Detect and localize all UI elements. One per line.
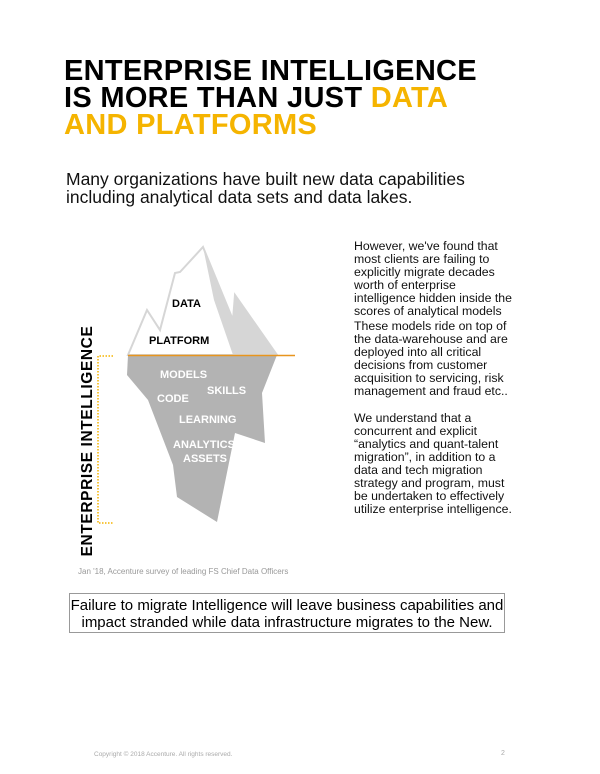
text-line: concurrent and explicit — [354, 424, 478, 438]
label-assets: ASSETS — [183, 453, 228, 465]
text-line: We understand that a — [354, 411, 472, 425]
callout-line: impact stranded while data infrastructure migrates to the New. — [81, 614, 493, 631]
label-data: DATA — [172, 298, 201, 310]
text-line: intelligence hidden inside the — [354, 291, 512, 305]
title-line-1: ENTERPRISE INTELLIGENCE — [64, 55, 477, 87]
body-paragraph-2 — [354, 320, 524, 398]
intro-line: including analytical data sets and data lakes. — [66, 187, 413, 207]
title-line-2-black: IS MORE THAN JUST — [64, 82, 371, 114]
label-platform: PLATFORM — [149, 335, 210, 347]
text-line: worth of enterprise — [354, 278, 456, 292]
text-line: decisions from customer — [354, 358, 488, 372]
text-line: the data-warehouse and are — [354, 332, 508, 346]
text-line: migration”, in addition to a — [354, 450, 496, 464]
copyright: Copyright © 2018 Accenture. All rights reserved. — [94, 751, 233, 758]
label-analytics: ANALYTICS — [173, 439, 235, 451]
label-code: CODE — [157, 393, 189, 405]
text-line: scores of analytical models — [354, 304, 502, 318]
text-line: However, we've found that — [354, 239, 498, 253]
bracket-label: ENTERPRISE INTELLIGENCE — [79, 325, 96, 557]
source-note: Jan '18, Accenture survey of leading FS Chief Data Officers — [78, 567, 289, 576]
text-line: strategy and program, must — [354, 476, 505, 490]
text-line: management and fraud etc.. — [354, 384, 508, 398]
callout-line: Failure to migrate Intelligence will leave business capabilities and — [70, 597, 504, 614]
text-line: explicitly migrate decades — [354, 265, 495, 279]
text-line: be undertaken to effectively — [354, 489, 505, 503]
text-line: deployed into all critical — [354, 345, 482, 359]
body-paragraph-3 — [354, 412, 524, 516]
title-line-3: AND PLATFORMS — [64, 109, 318, 141]
intro-line: Many organizations have built new data capabilities — [66, 169, 465, 189]
label-skills: SKILLS — [207, 385, 247, 397]
label-models: MODELS — [160, 369, 208, 381]
text-line: “analytics and quant-talent — [354, 437, 499, 451]
body-paragraph-1 — [354, 240, 524, 318]
page-number: 2 — [501, 750, 505, 757]
text-line: data and tech migration — [354, 463, 483, 477]
title-line-2-accent: DATA — [370, 82, 449, 114]
text-line: most clients are failing to — [354, 252, 490, 266]
callout-box — [69, 593, 505, 633]
text-line: These models ride on top of — [354, 319, 507, 333]
label-learning: LEARNING — [179, 414, 237, 426]
text-line: utilize enterprise intelligence. — [354, 502, 512, 516]
bracket-dotted — [98, 356, 113, 523]
text-line: acquisition to servicing, risk — [354, 371, 504, 385]
